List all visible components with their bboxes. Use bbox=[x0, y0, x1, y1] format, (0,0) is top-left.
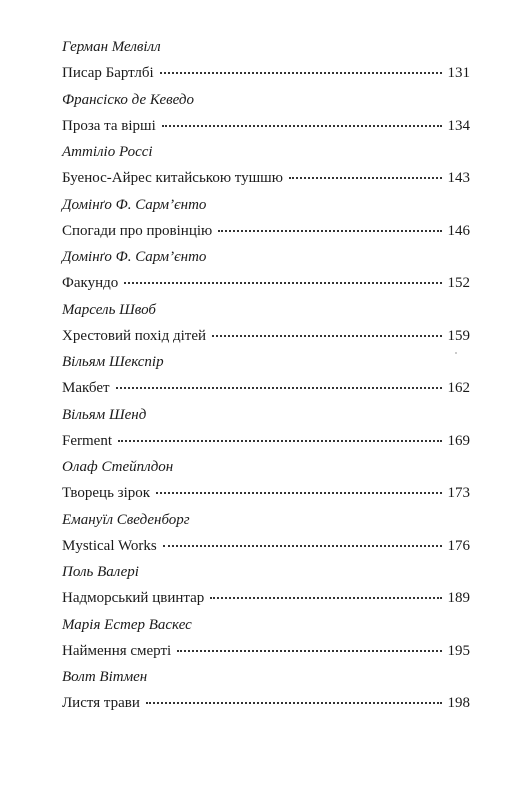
page-number: 146 bbox=[447, 222, 470, 239]
toc-row bbox=[62, 274, 470, 292]
toc-row bbox=[62, 379, 470, 397]
page-number: 134 bbox=[447, 117, 470, 134]
toc-row bbox=[62, 589, 470, 607]
toc-entry bbox=[62, 563, 470, 616]
dot-leader bbox=[210, 597, 441, 599]
toc-entry bbox=[62, 91, 470, 144]
toc-entry bbox=[62, 143, 470, 196]
work-title: Ferment bbox=[62, 432, 112, 449]
work-title: Буенос-Айрес китайською тушшю bbox=[62, 170, 283, 186]
toc-row bbox=[62, 432, 470, 450]
work-title: Факундо bbox=[62, 275, 119, 291]
page-number: 162 bbox=[447, 380, 470, 396]
toc-row bbox=[62, 694, 470, 712]
paper-speck bbox=[455, 352, 457, 354]
toc-row bbox=[62, 642, 470, 660]
dot-leader bbox=[156, 492, 441, 494]
author-name: Емануїл Сведенборг bbox=[62, 511, 190, 528]
toc-row bbox=[62, 117, 470, 135]
page-number: 169 bbox=[447, 432, 470, 449]
author-name: Домінґо Ф. Сарм’єнто bbox=[62, 196, 207, 213]
author-name: Франсіско де Кеведо bbox=[62, 91, 194, 108]
author-name: Вільям Шекспір bbox=[62, 354, 164, 370]
work-title: Листя трави bbox=[62, 695, 140, 711]
work-title: Хрестовий похід дітей bbox=[62, 327, 207, 344]
toc-row bbox=[62, 327, 470, 345]
toc-row bbox=[62, 64, 470, 82]
work-title: Проза та вірші bbox=[62, 117, 156, 134]
toc-entry bbox=[62, 248, 470, 301]
toc-entry bbox=[62, 301, 470, 354]
work-title: Mystical Works bbox=[62, 537, 157, 554]
table-of-contents bbox=[62, 38, 470, 721]
toc-entry bbox=[62, 38, 470, 91]
toc-entry bbox=[62, 511, 470, 564]
dot-leader bbox=[163, 545, 442, 547]
page-number: 198 bbox=[447, 695, 470, 711]
author-name: Марія Естер Васкес bbox=[62, 616, 192, 633]
dot-leader bbox=[160, 72, 442, 74]
author-name: Аттіліо Россі bbox=[62, 144, 153, 160]
author-name: Волт Вітмен bbox=[62, 669, 148, 685]
page-number: 159 bbox=[447, 327, 470, 344]
dot-leader bbox=[162, 125, 442, 127]
toc-entry bbox=[62, 458, 470, 511]
work-title: Надморський цвинтар bbox=[62, 590, 205, 606]
author-name: Герман Мелвілл bbox=[62, 39, 161, 55]
work-title: Наймення смерті bbox=[62, 642, 172, 659]
toc-entry bbox=[62, 616, 470, 669]
author-name: Поль Валері bbox=[62, 564, 139, 580]
page-number: 152 bbox=[447, 275, 470, 291]
page-number: 143 bbox=[447, 170, 470, 186]
dot-leader bbox=[177, 650, 441, 652]
page-number: 176 bbox=[447, 537, 470, 554]
author-name: Марсель Швоб bbox=[62, 301, 156, 318]
work-title: Макбет bbox=[62, 380, 110, 396]
author-name: Вільям Шенд bbox=[62, 406, 147, 423]
toc-entry bbox=[62, 353, 470, 406]
author-name: Олаф Стейплдон bbox=[62, 459, 174, 475]
toc-row bbox=[62, 537, 470, 555]
work-title: Творець зірок bbox=[62, 485, 151, 501]
page-number: 173 bbox=[447, 485, 470, 501]
toc-row bbox=[62, 222, 470, 240]
dot-leader bbox=[212, 335, 441, 337]
dot-leader bbox=[118, 440, 442, 442]
work-title: Писар Бартлбі bbox=[62, 65, 154, 81]
page-number: 131 bbox=[447, 65, 470, 81]
toc-entry bbox=[62, 196, 470, 249]
toc-entry bbox=[62, 668, 470, 721]
page-number: 195 bbox=[447, 642, 470, 659]
dot-leader bbox=[124, 282, 441, 284]
page-number: 189 bbox=[447, 590, 470, 606]
dot-leader bbox=[146, 702, 442, 704]
toc-entry bbox=[62, 406, 470, 459]
dot-leader bbox=[218, 230, 441, 232]
author-name: Домінґо Ф. Сарм’єнто bbox=[62, 249, 207, 265]
toc-row bbox=[62, 484, 470, 502]
dot-leader bbox=[289, 177, 442, 179]
work-title: Спогади про провінцію bbox=[62, 222, 213, 239]
dot-leader bbox=[116, 387, 442, 389]
toc-row bbox=[62, 169, 470, 187]
